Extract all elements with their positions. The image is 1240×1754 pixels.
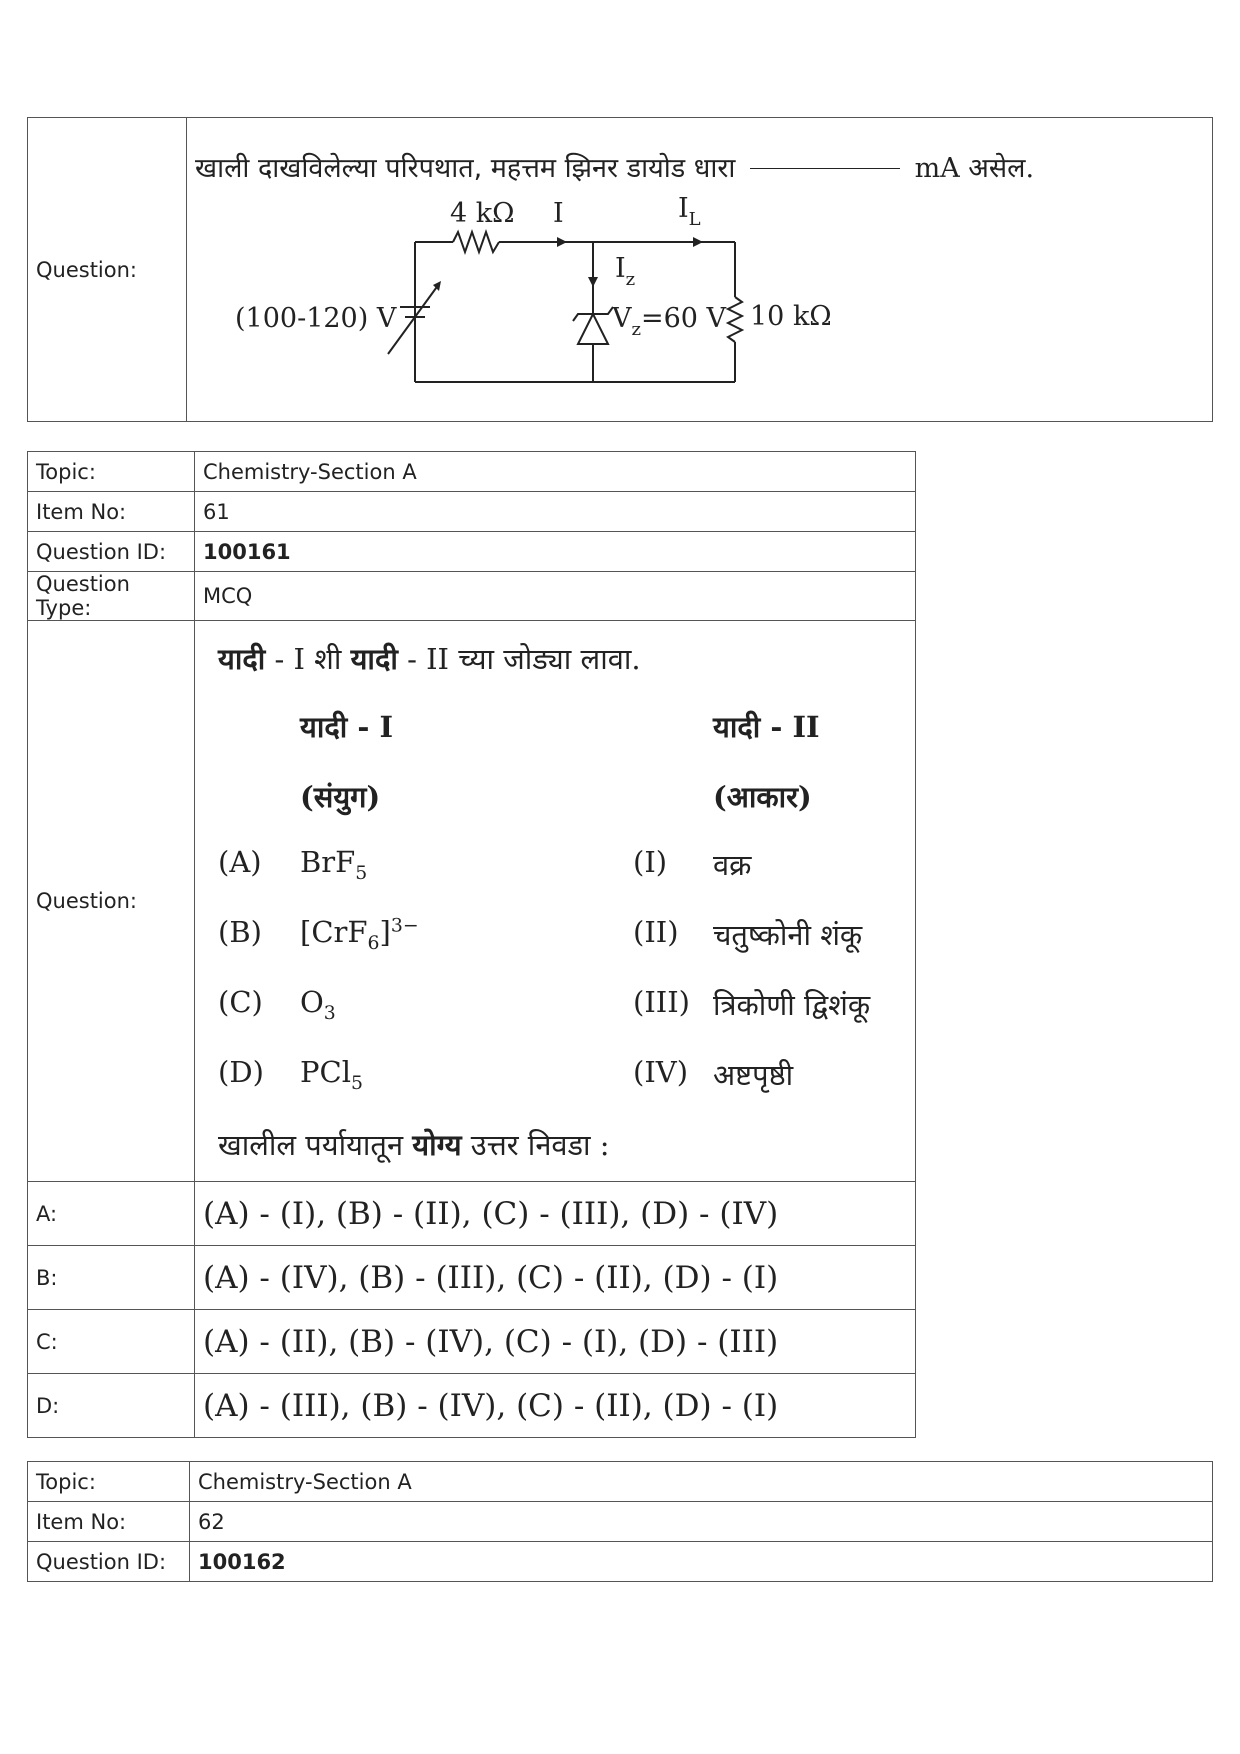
list2-row-shape: त्रिकोणी द्विशंकू <box>713 988 871 1022</box>
topic-label: Topic: <box>28 1462 190 1502</box>
list1-row-compound: $[CrF_6]^{3-}$ <box>300 915 419 954</box>
list2-subheading: (आकार) <box>713 780 812 814</box>
load-label: 10 kΩ <box>750 300 832 332</box>
question-intro: यादी - I शी यादी - II च्या जोड्या लावा. <box>218 642 641 676</box>
list2-row-shape: चतुष्कोनी शंकू <box>713 918 863 952</box>
question-id-label: Question ID: <box>28 532 195 572</box>
list2-row-numeral: (IV) <box>633 1055 689 1089</box>
list1-heading: यादी - I <box>300 710 394 744</box>
option-b-label: B: <box>28 1246 195 1310</box>
question-content <box>187 118 1213 422</box>
list2-row-shape: अष्टपृष्ठी <box>713 1058 794 1092</box>
option-c-label: C: <box>28 1310 195 1374</box>
list1-row-letter: (B) <box>218 915 262 949</box>
question-type-value: MCQ <box>195 572 916 621</box>
zener-voltage-label: $V_z=60$ V <box>612 302 727 340</box>
list1-row-compound: PCl$_5$ <box>300 1055 363 1094</box>
list1-row-letter: (D) <box>218 1055 264 1089</box>
list2-row-numeral: (III) <box>633 985 690 1019</box>
list1-row-compound: BrF$_5$ <box>300 845 368 884</box>
question-text <box>195 148 1204 185</box>
zener-circuit-diagram <box>195 187 875 402</box>
source-label: (100-120) V <box>235 302 397 334</box>
option-b-text[interactable]: (A) - (IV), (B) - (III), (C) - (II), (D) - (I) <box>195 1246 916 1310</box>
list1-row-letter: (C) <box>218 985 263 1019</box>
question-content <box>195 621 916 1182</box>
question-id-value: 100161 <box>195 532 916 572</box>
list1-row-letter: (A) <box>218 845 262 879</box>
list2-row-shape: वक्र <box>713 848 752 882</box>
option-c-text[interactable]: (A) - (II), (B) - (IV), (C) - (I), (D) - (III) <box>195 1310 916 1374</box>
question-table-62 <box>27 1461 1213 1582</box>
current-il-label: $I_L$ <box>678 192 701 230</box>
item-no-label: Item No: <box>28 492 195 532</box>
topic-value: Chemistry-Section A <box>195 452 916 492</box>
list1-row-compound: $O_3$ <box>300 985 336 1024</box>
topic-value: Chemistry-Section A <box>190 1462 1213 1502</box>
answer-blank <box>750 168 900 169</box>
list2-heading: यादी - II <box>713 710 820 744</box>
question-label: Question: <box>28 621 195 1182</box>
current-iz-label: $I_z$ <box>615 252 636 290</box>
option-a-label: A: <box>28 1182 195 1246</box>
question-table-prev <box>27 117 1213 422</box>
list2-row-numeral: (I) <box>633 845 668 879</box>
question-id-label: Question ID: <box>28 1542 190 1582</box>
option-a-text[interactable]: (A) - (I), (B) - (II), (C) - (III), (D) - (IV) <box>195 1182 916 1246</box>
resistor-label: 4 kΩ <box>450 197 515 229</box>
question-text-unit: mA असेल. <box>914 152 1035 184</box>
option-d-label: D: <box>28 1374 195 1438</box>
list1-subheading: (संयुग) <box>300 780 381 814</box>
question-text-main: खाली दाखविलेल्या परिपथात, महत्तम झिनर डायोड धारा <box>195 152 736 184</box>
question-table-61 <box>27 451 916 1438</box>
topic-label: Topic: <box>28 452 195 492</box>
option-d-text[interactable]: (A) - (III), (B) - (IV), (C) - (II), (D) - (I) <box>195 1374 916 1438</box>
item-no-value: 61 <box>195 492 916 532</box>
item-no-label: Item No: <box>28 1502 190 1542</box>
choose-instruction: खालील पर्यायातून योग्य उत्तर निवडा : <box>218 1128 610 1162</box>
question-type-label: Question Type: <box>28 572 195 621</box>
question-label: Question: <box>28 118 187 422</box>
list2-row-numeral: (II) <box>633 915 679 949</box>
question-id-value: 100162 <box>190 1542 1213 1582</box>
current-i-label: I <box>553 197 564 229</box>
item-no-value: 62 <box>190 1502 1213 1542</box>
